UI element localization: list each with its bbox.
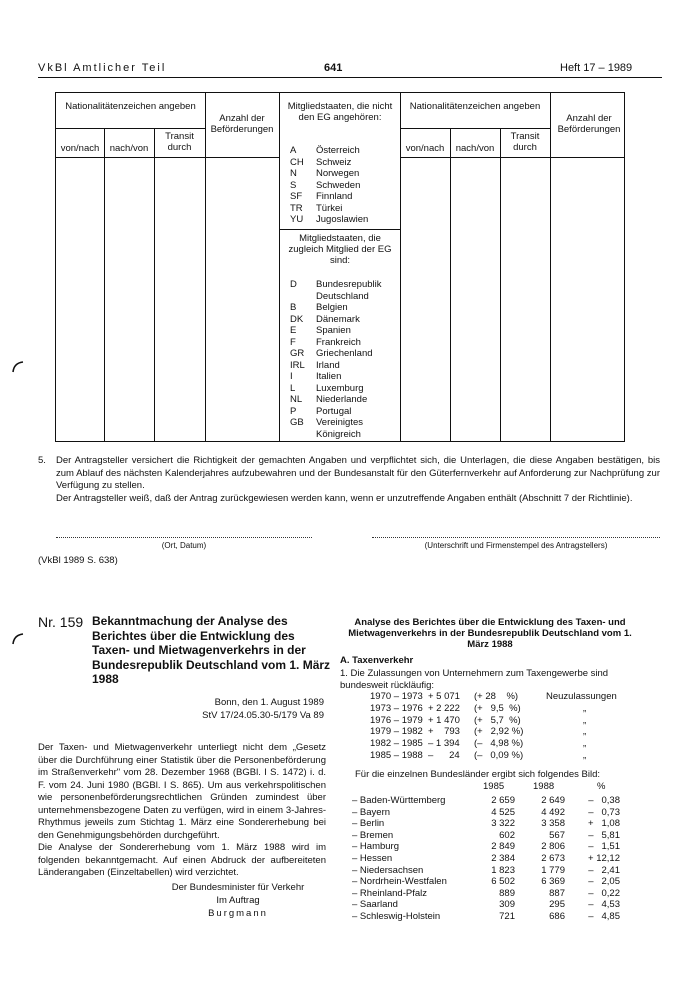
country-name: Finnland bbox=[316, 191, 353, 202]
country-row bbox=[290, 348, 382, 360]
country-name: Vereinigtes bbox=[316, 417, 364, 428]
eg-country-list bbox=[290, 279, 382, 440]
country-code: NL bbox=[290, 394, 303, 405]
country-row bbox=[290, 417, 382, 429]
laender-name: – Baden-Württemberg bbox=[352, 795, 446, 806]
laender-name: – Saarland bbox=[352, 899, 398, 911]
laender-y1985: 309 bbox=[499, 899, 515, 911]
laender-y1988: 295 bbox=[549, 899, 565, 911]
laender-y1985: 3 322 bbox=[491, 818, 515, 830]
country-row bbox=[290, 279, 382, 291]
notice-paragraph-1: Der Taxen- und Mietwagenverkehr unterliegt nicht dem „Gesetz über die Durchführung einer Statistik über die Personenbeförderung im Straßenverkehr" vom 28. Dezember 1968 (BGBl. I S. 1472) i. d. F. vom 24. Juni 1980 (BGBl. I S. 865). Um aus verkehrspolitischen wie personenbeförderungsrechtlichen Gründen zumindest über unternehmensbezogene Daten zu verfügen, wird in einem 3-Jahres-Rhythmus jeweils zum Stichtag 1. März eine Sondererhebung bei den Genehmigungsbehörden durchgeführt. bbox=[38, 742, 326, 841]
left-transit-header: Transit durch bbox=[165, 131, 194, 153]
analysis-title: Analyse des Berichtes über die Entwicklung des Taxen- und Mietwagenverkehrs in der Bundesrepublik Deutschland vom 1. März 1988 bbox=[348, 617, 632, 650]
laender-pct: – 0,38 bbox=[588, 795, 620, 806]
country-row bbox=[290, 291, 382, 303]
left-nach-von-header: nach/von bbox=[109, 143, 149, 154]
page-number: 641 bbox=[324, 62, 343, 74]
laender-y1985: 602 bbox=[499, 829, 515, 841]
country-code: L bbox=[290, 382, 296, 394]
country-code: E bbox=[290, 325, 297, 336]
country-code: TR bbox=[290, 202, 303, 214]
country-row bbox=[290, 371, 382, 383]
reference: (VkBl 1989 S. 638) bbox=[38, 555, 118, 566]
laender-name: – Rheinland-Pfalz bbox=[352, 887, 427, 899]
period-abs: – 1 394 bbox=[428, 738, 460, 750]
country-code: N bbox=[290, 168, 297, 179]
laender-pct: – 4,85 bbox=[588, 911, 620, 922]
laender-name: – Schleswig-Holstein bbox=[352, 911, 441, 922]
laender-y1988: 887 bbox=[549, 887, 565, 899]
country-code: YU bbox=[290, 214, 304, 225]
item1-text: 1. Die Zulassungen von Unternehmern zum Taxengewerbe sind bundesweit rückläufig: bbox=[340, 668, 609, 691]
country-row bbox=[290, 145, 368, 157]
laender-name: – Bayern bbox=[352, 806, 391, 818]
running-header-left: VkBl Amtlicher Teil bbox=[38, 62, 167, 74]
country-name: Belgien bbox=[316, 302, 348, 313]
right-nach-von-header: nach/von bbox=[455, 143, 495, 154]
notice-file-ref: StV 17/24.05.30-5/179 Va 89 bbox=[202, 710, 324, 721]
laender-name: – Berlin bbox=[352, 818, 385, 830]
laender-y1988: 2 806 bbox=[541, 841, 565, 853]
laender-pct: – 2,41 bbox=[588, 864, 620, 876]
period-pct: (+ 28 %) bbox=[474, 691, 519, 702]
country-code bbox=[290, 429, 316, 441]
col-1985-header: 1985 bbox=[483, 781, 505, 792]
laender-intro: Für die einzelnen Bundesländer ergibt sich folgendes Bild: bbox=[355, 769, 601, 780]
country-code: DK bbox=[290, 313, 304, 325]
country-code: P bbox=[290, 405, 297, 417]
notice-number: Nr. 159 bbox=[38, 614, 84, 630]
country-name: Portugal bbox=[316, 405, 352, 417]
laender-y1988: 2 673 bbox=[541, 853, 565, 864]
left-nationality-header: Nationalitätenzeichen angeben bbox=[65, 101, 196, 112]
period-pct: (+ 5,7 %) bbox=[474, 714, 521, 726]
period-ditto: „ bbox=[583, 714, 587, 726]
period-ditto: „ bbox=[583, 702, 587, 714]
country-code: GB bbox=[290, 417, 304, 428]
period-abs: – 24 bbox=[428, 750, 460, 761]
non-eg-country-list bbox=[290, 145, 368, 226]
country-name: Norwegen bbox=[316, 168, 360, 179]
left-von-nach-header: von/nach bbox=[60, 143, 100, 154]
right-anzahl-header: Anzahl der Beförderungen bbox=[557, 113, 621, 135]
country-name: Irland bbox=[316, 359, 340, 371]
country-code: I bbox=[290, 371, 293, 382]
country-row bbox=[290, 383, 382, 395]
header-rule bbox=[38, 77, 662, 78]
notice-signatory-2: Im Auftrag bbox=[216, 895, 260, 906]
country-code: A bbox=[290, 145, 297, 156]
period-period: 1970 – 1973 bbox=[370, 691, 423, 702]
col-1988-header: 1988 bbox=[533, 781, 555, 792]
laender-name: – Bremen bbox=[352, 829, 394, 841]
country-row bbox=[290, 325, 382, 337]
laender-y1988: 3 358 bbox=[541, 818, 565, 830]
neuzulassungen-label: Neuzulassungen bbox=[546, 691, 617, 702]
country-row bbox=[290, 394, 382, 406]
laender-y1988: 6 369 bbox=[541, 876, 565, 888]
country-name: Frankreich bbox=[316, 336, 361, 348]
country-code: IRL bbox=[290, 359, 305, 371]
period-abs: + 2 222 bbox=[428, 702, 460, 714]
period-period: 1985 – 1988 bbox=[370, 750, 423, 761]
laender-y1985: 1 823 bbox=[491, 864, 515, 876]
laender-name: – Nordrhein-Westfalen bbox=[352, 876, 447, 888]
item5-text2: Der Antragsteller weiß, daß der Antrag zurückgewiesen werden kann, wenn er unzutreffende Angaben enthält (Abschnitt 7 der Richtlinie). bbox=[56, 493, 633, 504]
laender-name: – Hessen bbox=[352, 853, 393, 864]
country-row bbox=[290, 180, 368, 192]
laender-pct: – 2,05 bbox=[588, 876, 620, 888]
laender-y1988: 2 649 bbox=[541, 795, 565, 806]
laender-pct: – 0,22 bbox=[588, 887, 620, 899]
country-name: Deutschland bbox=[316, 290, 369, 302]
item5-number: 5. bbox=[38, 455, 46, 466]
laender-pct: + 1,08 bbox=[588, 818, 620, 830]
laender-y1985: 2 384 bbox=[491, 853, 515, 864]
laender-pct: – 1,51 bbox=[588, 841, 620, 853]
laender-y1988: 686 bbox=[549, 911, 565, 922]
country-name: Dänemark bbox=[316, 313, 360, 325]
notice-signatory-1: Der Bundesminister für Verkehr bbox=[171, 882, 305, 893]
laender-y1985: 4 525 bbox=[491, 806, 515, 818]
right-von-nach-header: von/nach bbox=[405, 143, 445, 154]
country-row bbox=[290, 406, 382, 418]
signature-line bbox=[372, 537, 660, 538]
col-pct-header: % bbox=[597, 781, 606, 792]
laender-name: – Niedersachsen bbox=[352, 864, 424, 876]
period-ditto: „ bbox=[583, 738, 587, 750]
notice-paragraph-2: Die Analyse der Sondererhebung vom 1. März 1988 wird im folgenden bekanntgemacht. Auf einen Abdruck der aufbereiteten Länderangaben (Einzeltabellen) wird verzichtet. bbox=[38, 842, 326, 878]
period-period: 1982 – 1985 bbox=[370, 738, 423, 750]
country-row bbox=[290, 314, 382, 326]
laender-y1985: 6 502 bbox=[491, 876, 515, 888]
country-name: Schweden bbox=[316, 179, 361, 191]
country-name: Österreich bbox=[316, 145, 360, 156]
period-period: 1976 – 1979 bbox=[370, 714, 423, 726]
country-row bbox=[290, 360, 382, 372]
period-period: 1973 – 1976 bbox=[370, 702, 423, 714]
country-row bbox=[290, 157, 368, 169]
right-transit-header: Transit durch bbox=[510, 131, 540, 153]
laender-pct: + 12,12 bbox=[588, 853, 620, 864]
eg-title: Mitgliedstaaten, die zugleich Mitglied der EG sind: bbox=[288, 233, 392, 266]
period-ditto: „ bbox=[583, 726, 587, 738]
country-code: S bbox=[290, 179, 297, 191]
laender-y1988: 4 492 bbox=[541, 806, 565, 818]
country-name: Griechenland bbox=[316, 348, 373, 359]
period-pct: (+ 2,92 %) bbox=[474, 726, 524, 738]
laender-pct: – 5,81 bbox=[588, 829, 620, 841]
notice-place-date: Bonn, den 1. August 1989 bbox=[214, 697, 324, 708]
country-name: Luxemburg bbox=[316, 382, 364, 394]
period-abs: + 1 470 bbox=[428, 714, 460, 726]
country-name: Türkei bbox=[316, 202, 343, 214]
signature-label: (Unterschrift und Firmenstempel des Antragstellers) bbox=[424, 541, 608, 550]
country-name: Spanien bbox=[316, 325, 351, 336]
place-date-label: (Ort, Datum) bbox=[161, 541, 207, 550]
notice-title: Bekanntmachung der Analyse des Berichtes über die Entwicklung des Taxen- und Mietwagenverkehrs in der Bundesrepublik Deutschland vom 1. März 1988 bbox=[92, 614, 331, 686]
country-name: Niederlande bbox=[316, 394, 368, 405]
country-row bbox=[290, 203, 368, 215]
laender-name: – Hamburg bbox=[352, 841, 399, 853]
country-name: Schweiz bbox=[316, 156, 352, 168]
country-name: Königreich bbox=[316, 428, 361, 440]
country-row bbox=[290, 191, 368, 203]
non-eg-title: Mitgliedstaaten, die nicht den EG angehören: bbox=[287, 101, 393, 123]
notice-signatory-3: Burgmann bbox=[208, 908, 268, 919]
country-code bbox=[290, 291, 316, 303]
laender-y1985: 2 659 bbox=[491, 795, 515, 806]
period-period: 1979 – 1982 bbox=[370, 726, 423, 738]
country-code: B bbox=[290, 302, 297, 313]
country-code: GR bbox=[290, 348, 305, 359]
laender-y1988: 567 bbox=[549, 829, 565, 841]
laender-y1985: 889 bbox=[499, 887, 515, 899]
hole-punch-mark bbox=[12, 360, 24, 374]
place-date-line bbox=[56, 537, 312, 538]
country-row bbox=[290, 302, 382, 314]
right-nationality-header: Nationalitätenzeichen angeben bbox=[409, 101, 541, 112]
country-name: Jugoslawien bbox=[316, 214, 369, 225]
period-abs: + 793 bbox=[428, 726, 460, 738]
country-row bbox=[290, 337, 382, 349]
country-row bbox=[290, 429, 382, 441]
period-pct: (– 0,09 %) bbox=[474, 750, 524, 761]
issue-number: Heft 17 – 1989 bbox=[560, 62, 633, 74]
country-name: Italien bbox=[316, 371, 342, 382]
country-row bbox=[290, 214, 368, 226]
country-row bbox=[290, 168, 368, 180]
laender-pct: – 0,73 bbox=[588, 806, 620, 818]
form-table bbox=[55, 92, 625, 442]
period-ditto: „ bbox=[583, 750, 587, 761]
left-anzahl-header: Anzahl der Beförderungen bbox=[210, 113, 274, 135]
country-code: D bbox=[290, 279, 297, 290]
country-code: CH bbox=[290, 156, 304, 168]
period-pct: (– 4,98 %) bbox=[474, 738, 524, 750]
hole-punch-mark-2 bbox=[12, 632, 24, 646]
country-code: SF bbox=[290, 191, 303, 202]
section-a-heading: A. Taxenverkehr bbox=[340, 655, 414, 666]
country-code: F bbox=[290, 336, 296, 348]
period-pct: (+ 9,5 %) bbox=[474, 702, 521, 714]
laender-y1985: 2 849 bbox=[491, 841, 515, 853]
period-abs: + 5 071 bbox=[428, 691, 460, 702]
country-name: Bundesrepublik bbox=[316, 279, 382, 290]
item5-text: Der Antragsteller versichert die Richtigkeit der gemachten Angaben und verpflichtet sich, die Unterlagen, die diese Angaben bestätigen, bis zum Ablauf des nächsten Kalenderjahres aufzubewahren und der Bundesanstalt für den Güterfernverkehr auf Anforderung zur Nachprüfung zur Verfügung zu stellen. bbox=[56, 455, 660, 491]
laender-y1985: 721 bbox=[499, 911, 515, 922]
laender-pct: – 4,53 bbox=[588, 899, 620, 911]
laender-y1988: 1 779 bbox=[541, 864, 565, 876]
